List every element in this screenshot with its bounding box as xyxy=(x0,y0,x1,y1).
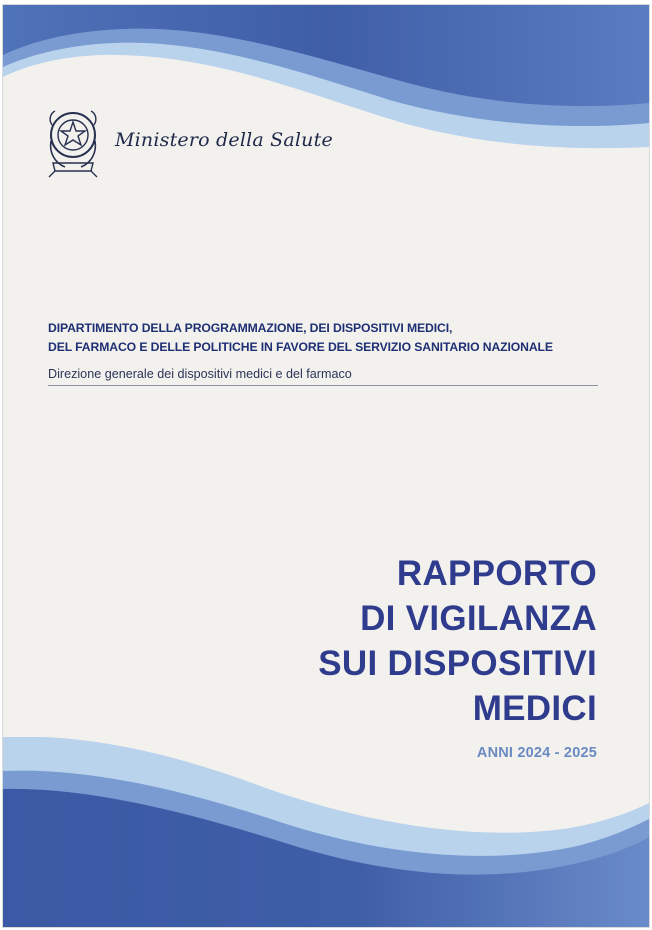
bottom-wave-decoration xyxy=(3,737,649,927)
report-title-line-4: MEDICI xyxy=(472,689,597,728)
report-title-line-3: SUI DISPOSITIVI xyxy=(318,644,597,683)
report-title-line-2: DI VIGILANZA xyxy=(360,599,597,638)
department-line-2: DEL FARMACO E DELLE POLITICHE IN FAVORE DEL SERVIZIO SANITARIO NAZIONALE xyxy=(48,340,553,354)
ministry-logo xyxy=(45,103,333,183)
department-line-1: DIPARTIMENTO DELLA PROGRAMMAZIONE, DEI DISPOSITIVI MEDICI, xyxy=(48,321,453,335)
directorate-name: Direzione generale dei dispositivi medici e del farmaco xyxy=(48,367,352,381)
report-years: ANNI 2024 - 2025 xyxy=(476,745,597,761)
department-block xyxy=(48,319,608,386)
report-title-line-1: RAPPORTO xyxy=(396,554,597,593)
italian-republic-emblem-icon xyxy=(45,103,101,183)
ministry-name: Ministero della Salute xyxy=(115,129,333,151)
report-title-block xyxy=(318,551,597,761)
report-cover xyxy=(3,5,649,927)
divider xyxy=(48,385,598,386)
